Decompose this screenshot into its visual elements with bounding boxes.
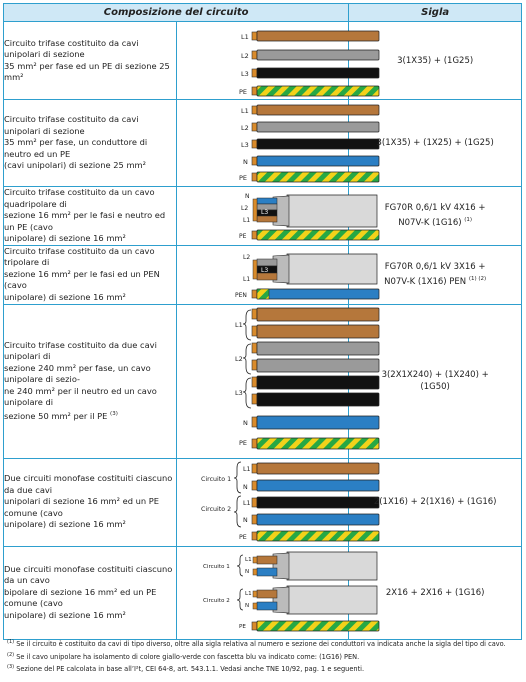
label-l2: L2 xyxy=(240,205,248,213)
cable-drawing xyxy=(177,547,383,639)
multicore-cable xyxy=(253,195,377,227)
label-l3: L3 xyxy=(260,266,268,274)
cable-c2-n xyxy=(252,514,379,525)
label-l3: L3 xyxy=(240,70,249,78)
cable-pe xyxy=(252,621,379,631)
cable-c1-n xyxy=(252,480,379,491)
label-pe: PE xyxy=(238,533,247,541)
label-l1: L1 xyxy=(234,320,243,329)
cable-diagram xyxy=(176,245,349,304)
cable-c1-l1 xyxy=(252,463,379,474)
label-pe: PE xyxy=(238,88,247,96)
footnote xyxy=(7,637,519,650)
label-l2: L2 xyxy=(240,124,249,132)
cable-diagram xyxy=(176,546,349,639)
circuit-table xyxy=(3,3,522,640)
table-row xyxy=(4,546,522,639)
row-description: Due circuiti monofase costituiti ciascuno da un cavo bipolare di sezione 16 mm² ed un PE comune (cavo unipolare) di sezione 16 mm² xyxy=(4,546,177,639)
cable-drawing xyxy=(177,459,383,546)
cable-l3 xyxy=(252,139,379,149)
sigla-footnote: (1) xyxy=(464,217,473,224)
label-pe: PE xyxy=(238,623,246,630)
footnotes xyxy=(7,637,519,675)
header-composizione: Composizione del circuito xyxy=(4,4,349,22)
label-l3: L3 xyxy=(260,209,268,217)
table-row xyxy=(4,100,522,187)
footnote-mark: (1) xyxy=(7,639,15,645)
footnote-mark: (3) xyxy=(7,664,15,671)
cable-drawing xyxy=(177,246,383,304)
cable-diagram xyxy=(176,304,349,458)
cable-l1 xyxy=(252,105,379,115)
row-description: Due circuiti monofase costituiti ciascuno da due cavi unipolari di sezione 16 mm² ed un PE comune (cavo unipolare) di sezione 16 mm² xyxy=(4,458,177,546)
row-description: Circuito trifase costituito da un cavo quadripolare di sezione 16 mm² per le fasi e neutro ed un PE (cavo unipolare) di sezione 16 mm² xyxy=(4,187,177,246)
table-header xyxy=(4,4,522,22)
table-row xyxy=(4,458,522,546)
footnote-text: Sezione del PE calcolata in base all’I²t, CEI 64-8, art. 543.1.1. Vedasi anche TNE 10/92, pag. 1 e seguenti. xyxy=(14,665,365,674)
row-sigla: 3(2X1X240) + (1X240) + (1G50) xyxy=(349,304,522,458)
label-l1: L1 xyxy=(242,275,250,283)
cable-c2-l1 xyxy=(252,497,379,508)
cable-n xyxy=(252,416,379,429)
label-n: N xyxy=(242,483,248,491)
row-sigla: 3(1X35) + (1X25) + (1G25) xyxy=(349,100,522,187)
label-l1: L1 xyxy=(242,499,251,507)
table-row xyxy=(4,245,522,304)
footnote xyxy=(7,650,519,663)
label-pe: PE xyxy=(238,174,247,182)
cable-pe xyxy=(252,438,379,449)
table-row xyxy=(4,22,522,100)
cable-drawing xyxy=(177,189,383,242)
sigla-footnote: (1) (2) xyxy=(468,276,487,283)
cable-pe xyxy=(252,86,379,96)
label-l1: L1 xyxy=(244,590,252,597)
cable-diagram xyxy=(176,22,349,100)
bipolar-cable-2 xyxy=(253,586,377,614)
label-l1: L1 xyxy=(242,465,251,473)
label-n: N xyxy=(242,516,248,524)
cable-pe xyxy=(252,531,379,541)
footnote-text: Se il circuito è costituito da cavi di tipo diverso, oltre alla sigla relativa al numero e sezione dei conduttori va indicata anche la sigla del tipo di cavo. xyxy=(14,640,506,649)
label-n: N xyxy=(244,193,250,201)
label-l1: L1 xyxy=(244,556,252,563)
label-l1: L1 xyxy=(240,107,249,115)
label-l3: L3 xyxy=(234,388,243,397)
footnote xyxy=(7,662,519,675)
label-n: N xyxy=(242,158,248,166)
label-circuito-1: Circuito 1 xyxy=(200,475,231,483)
row-sigla: FG70R 0,6/1 kV 4X16 + N07V-K (1G16) $^{(1)}$ xyxy=(349,187,522,246)
label-pe: PE xyxy=(238,233,247,241)
multicore-cable xyxy=(253,254,377,284)
row-sigla: 2X16 + 2X16 + (1G16) xyxy=(349,546,522,639)
label-pe: PE xyxy=(238,438,247,447)
cable-l2a xyxy=(252,342,379,355)
label-n: N xyxy=(244,568,249,575)
cable-l1b xyxy=(252,325,379,338)
label-l2: L2 xyxy=(234,354,243,363)
cable-l2b xyxy=(252,359,379,372)
cable-pe xyxy=(252,172,379,182)
cable-l2 xyxy=(252,50,379,60)
table-row xyxy=(4,187,522,246)
cable-l3a xyxy=(252,376,379,389)
label-l3: L3 xyxy=(240,141,249,149)
table-row xyxy=(4,304,522,458)
cable-l1a xyxy=(252,308,379,321)
cable-diagram xyxy=(176,458,349,546)
label-circuito-1: Circuito 1 xyxy=(202,563,230,570)
cable-n xyxy=(252,156,379,166)
cable-diagram xyxy=(176,100,349,187)
label-l2: L2 xyxy=(242,253,250,261)
cable-l3 xyxy=(252,68,379,78)
label-l1: L1 xyxy=(242,217,250,225)
row-sigla: 2(1X16) + 2(1X16) + (1G16) xyxy=(349,458,522,546)
cable-drawing xyxy=(177,100,383,186)
cable-l1 xyxy=(252,31,379,41)
cable-diagram xyxy=(176,187,349,246)
page xyxy=(3,3,522,640)
label-circuito-2: Circuito 2 xyxy=(202,597,230,604)
cable-pen xyxy=(252,289,379,299)
cable-l3b xyxy=(252,393,379,406)
footnote-text: Se il cavo unipolare ha isolamento di colore giallo-verde con fascetta blu va indicato come: (1G16) PEN. xyxy=(14,652,360,661)
row-description: Circuito trifase costituito da un cavo tripolare di sezione 16 mm² per le fasi ed un PEN (cavo unipolare) di sezione 16 mm² xyxy=(4,245,177,304)
label-n: N xyxy=(244,602,249,609)
row-description: Circuito trifase costituito da due cavi unipolari di sezione 240 mm² per fase, un cavo unipolare di sezio- ne 240 mm² per il neutro ed un cavo unipolare di sezione 50 mm² per il PE $^{(3)}$ xyxy=(4,304,177,458)
label-l2: L2 xyxy=(240,52,249,60)
row-sigla: 3(1X35) + (1G25) xyxy=(349,22,522,100)
row-sigla: FG70R 0,6/1 kV 3X16 + N07V-K (1X16) PEN $^{(1) (2)}$ xyxy=(349,245,522,304)
header-sigla: Sigla xyxy=(349,4,522,22)
bipolar-cable-1 xyxy=(253,552,377,580)
row-description: Circuito trifase costituito da cavi unipolari di sezione 35 mm² per fase, un conduttore di neutro ed un PE (cavi unipolari) di sezione 25 mm² xyxy=(4,100,177,187)
desc-footnote: (3) xyxy=(110,410,118,417)
row-description: Circuito trifase costituito da cavi unipolari di sezione 35 mm² per fase ed un PE di sezione 25 mm² xyxy=(4,22,177,100)
cable-pe xyxy=(252,230,379,240)
cable-l2 xyxy=(252,122,379,132)
footnote-mark: (2) xyxy=(7,651,15,658)
label-pen: PEN xyxy=(234,291,247,299)
label-circuito-2: Circuito 2 xyxy=(200,505,231,513)
label-l1: L1 xyxy=(240,33,249,41)
label-n: N xyxy=(242,418,248,427)
